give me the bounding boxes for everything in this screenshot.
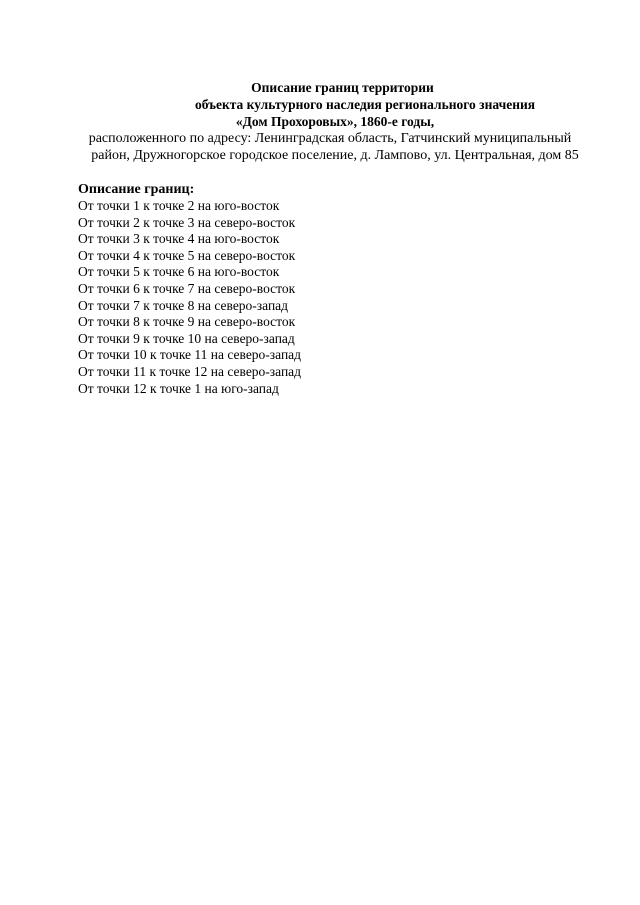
boundary-item: От точки 9 к точке 10 на северо-запад	[78, 330, 295, 346]
boundary-list	[78, 198, 618, 397]
boundary-item: От точки 4 к точке 5 на северо-восток	[78, 247, 296, 263]
description-heading: Описание границ:	[78, 182, 195, 197]
boundary-item: От точки 1 к точке 2 на юго-восток	[78, 198, 280, 213]
boundary-description	[78, 181, 618, 397]
boundary-item: От точки 10 к точке 11 на северо-запад	[78, 347, 302, 363]
boundary-item: От точки 11 к точке 12 на северо-запад	[78, 363, 302, 379]
document-header	[0, 79, 640, 164]
boundary-item: От точки 7 к точке 8 на северо-запад	[78, 297, 289, 313]
document-title-line-3: «Дом Прохоровых», 1860-е годы,	[235, 114, 435, 129]
boundary-item: От точки 3 к точке 4 на юго-восток	[78, 231, 280, 247]
boundary-item: От точки 5 к точке 6 на юго-восток	[78, 264, 280, 280]
document-title-line-1: Описание границ территории	[251, 80, 434, 95]
boundary-item: От точки 2 к точке 3 на северо-восток	[78, 214, 296, 230]
boundary-item: От точки 12 к точке 1 на юго-запад	[78, 380, 279, 396]
boundary-item: От точки 8 к точке 9 на северо-восток	[78, 314, 296, 330]
document-title-line-2: объекта культурного наследия регионального значения	[194, 97, 536, 112]
address-line-1: расположенного по адресу: Ленинградская область, Гатчинский муниципальный	[88, 131, 572, 146]
address-line-2: район, Дружногорское городское поселение, д. Лампово, ул. Центральная, дом 85	[91, 148, 579, 163]
boundary-item: От точки 6 к точке 7 на северо-восток	[78, 280, 296, 296]
